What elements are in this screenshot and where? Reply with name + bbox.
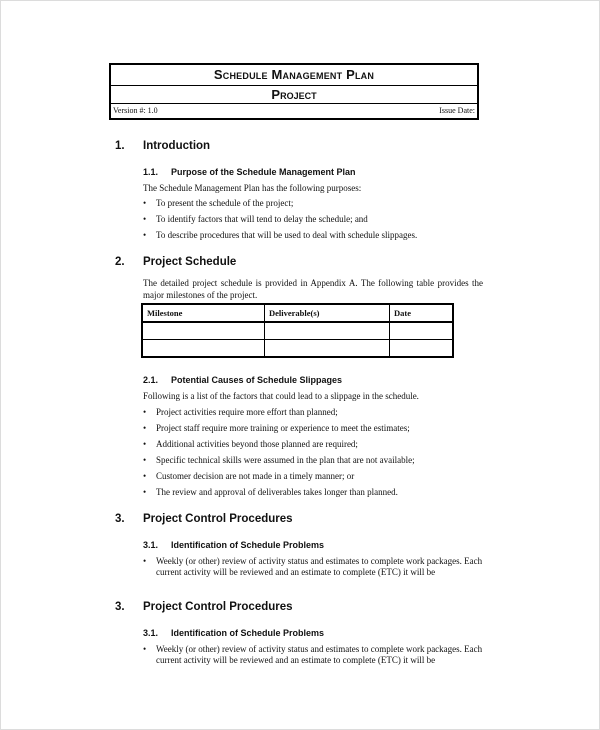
- section-title: Project Control Procedures: [143, 601, 293, 613]
- paragraph: The Schedule Management Plan has the following purposes:: [143, 183, 362, 193]
- subsection-heading-identification-repeat: [143, 628, 324, 638]
- subsection-title: Purpose of the Schedule Management Plan: [171, 167, 356, 177]
- section-number: 1.: [115, 140, 125, 152]
- section-heading-control-procedures-repeat: [115, 601, 293, 613]
- table-cell[interactable]: [390, 322, 454, 340]
- subsection-title: Identification of Schedule Problems: [171, 628, 325, 638]
- column-header-milestone: Milestone: [142, 304, 265, 322]
- section-heading-control-procedures: [115, 513, 293, 525]
- table-header-row: [142, 304, 453, 322]
- subsection-title: Identification of Schedule Problems: [171, 540, 325, 550]
- section-heading-project-schedule: [115, 256, 236, 268]
- bullet-icon: •: [143, 214, 147, 224]
- bullet-icon: •: [143, 455, 147, 465]
- version-label: Version #: 1.0: [113, 106, 158, 115]
- section-title: Project Schedule: [143, 256, 237, 268]
- table-cell[interactable]: [390, 340, 454, 358]
- table-cell[interactable]: [142, 340, 265, 358]
- table-row: [142, 340, 453, 358]
- table-row: [142, 322, 453, 340]
- table-cell[interactable]: [265, 340, 390, 358]
- version-row: [111, 104, 477, 118]
- bullet-icon: •: [143, 487, 147, 497]
- section-title: Introduction: [143, 140, 211, 152]
- issue-date-label: Issue Date:: [439, 106, 475, 115]
- subsection-number: 3.1.: [143, 540, 159, 550]
- document-title: Schedule Management Plan: [111, 65, 477, 86]
- subsection-heading-identification: [143, 540, 324, 550]
- column-header-date: Date: [390, 304, 454, 322]
- subsection-heading-slippages: [143, 375, 342, 385]
- paragraph: Following is a list of the factors that could lead to a slippage in the schedule.: [143, 391, 419, 401]
- section-number: 3.: [115, 601, 125, 613]
- column-header-deliverables: Deliverable(s): [265, 304, 390, 322]
- bullet-icon: •: [143, 439, 147, 449]
- subsection-title: Potential Causes of Schedule Slippages: [171, 375, 343, 385]
- section-title: Project Control Procedures: [143, 513, 293, 525]
- document-page: Schedule Management Plan Project Version #: 1.0 Issue Date: 1. Introduction 1.1. Purpose of the Schedule Management Plan The Schedule Management Plan has the following purposes: • To present the schedule of the project; • To identify factors that will tend to delay the schedule; and • To describe procedures that will be used to deal with schedule slippages. 2. Project Schedule The detailed project schedule is provided in Appendix A. The following table provides the major milestones of the project. Milestone Deliverable(s) Date 2.1. Potential Causes of Schedule Slippages Following is a list of the factors that could lead to a slippage in the schedule. • Project activities require more effort than planned; • Project staff require more training or experience to meet the estimates; • Additional activities beyond those planned are required; • Specific technical skills were assumed in the plan that are not available; • Customer decision are not made in a timely manner; or • The review and approval of deliverables takes longer than planned. 3. Project Control Procedures 3.1. Identification of Schedule Problems • Weekly (or other) review of activity status and estimates to complete work packages. Each current activity will be reviewed and an estimate to complete (ETC) it will be 3. Project Control Procedures 3.1. Identification of Schedule Problems • Weekly (or other) review of activity status and estimates to complete work packages. Each current activity will be reviewed and an estimate to complete (ETC) it will be: [0, 0, 600, 730]
- project-name: Project: [111, 86, 477, 104]
- bullet-icon: •: [143, 230, 147, 240]
- bullet-icon: •: [143, 471, 147, 481]
- section-heading-introduction: [115, 140, 210, 152]
- document-header-box: [109, 63, 479, 120]
- subsection-heading-purpose: [143, 167, 356, 177]
- subsection-number: 1.1.: [143, 167, 159, 177]
- bullet-icon: •: [143, 423, 147, 433]
- paragraph: The detailed project schedule is provided in Appendix A. The following table provides the major milestones of the project.: [143, 278, 483, 300]
- bullet-icon: •: [143, 644, 147, 654]
- table-cell[interactable]: [265, 322, 390, 340]
- subsection-number: 3.1.: [143, 628, 159, 638]
- table-cell[interactable]: [142, 322, 265, 340]
- bullet-icon: •: [143, 556, 147, 566]
- subsection-number: 2.1.: [143, 375, 159, 385]
- section-number: 3.: [115, 513, 125, 525]
- bullet-icon: •: [143, 198, 147, 208]
- milestones-table: [141, 303, 454, 358]
- section-number: 2.: [115, 256, 125, 268]
- bullet-icon: •: [143, 407, 147, 417]
